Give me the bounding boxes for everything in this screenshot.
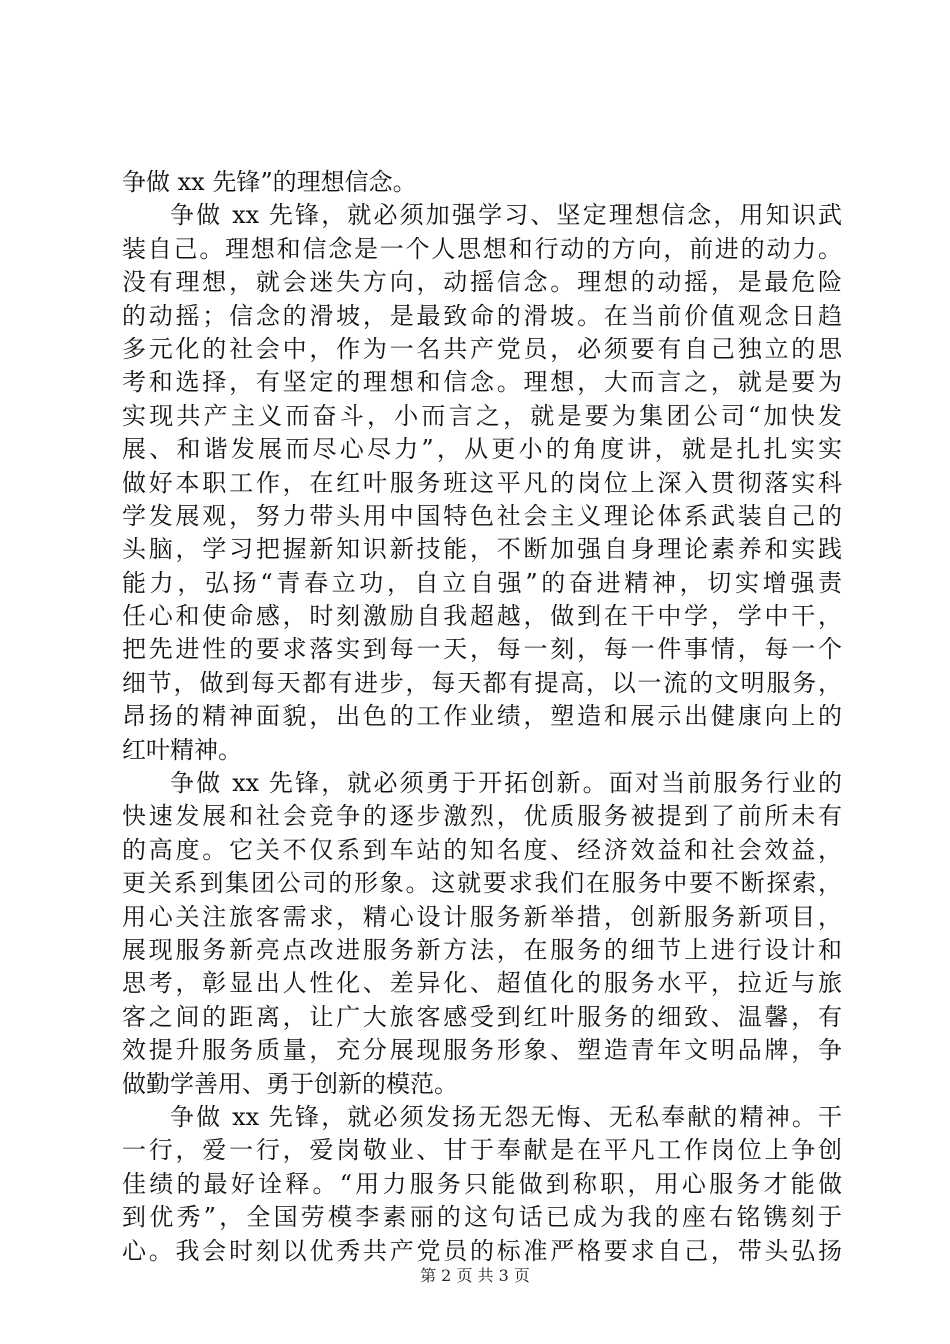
text-line: 更关系到集团公司的形象。这就要求我们在服务中要不断探索，: [122, 869, 842, 898]
text-line: 做勤学善用、勇于创新的模范。: [122, 1069, 458, 1098]
text-line: 一行，爱一行，爱岗敬业、甘于奉献是在平凡工作岗位上争创: [122, 1136, 842, 1165]
text-line: 学发展观，努力带头用中国特色社会主义理论体系武装自己的: [122, 501, 842, 530]
text-line: 用心关注旅客需求，精心设计服务新举措，创新服务新项目，: [122, 902, 842, 931]
text-line: 思考，彰显出人性化、差异化、超值化的服务水平，拉近与旅: [122, 969, 842, 998]
text-line: 没有理想，就会迷失方向，动摇信念。理想的动摇，是最危险: [122, 268, 842, 297]
text-line: 争做 xx 先锋，就必须发扬无怨无悔、无私奉献的精神。干: [170, 1102, 842, 1131]
text-line: 任心和使命感，时刻激励自我超越，做到在干中学，学中干，: [122, 602, 842, 631]
text-line: 把先进性的要求落实到每一天，每一刻，每一件事情，每一个: [122, 635, 842, 664]
text-line: 实现共产主义而奋斗，小而言之，就是要为集团公司“加快发: [122, 401, 842, 430]
text-line: 客之间的距离，让广大旅客感受到红叶服务的细致、温馨，有: [122, 1002, 842, 1031]
text-line: 效提升服务质量，充分展现服务形象、塑造青年文明品牌，争: [122, 1036, 842, 1065]
text-line: 昂扬的精神面貌，出色的工作业绩，塑造和展示出健康向上的: [122, 702, 842, 731]
text-line: 争做 xx 先锋，就必须加强学习、坚定理想信念，用知识武: [170, 201, 842, 230]
text-line: 考和选择，有坚定的理想和信念。理想，大而言之，就是要为: [122, 368, 842, 397]
text-line: 细节，做到每天都有进步，每天都有提高，以一流的文明服务，: [122, 668, 842, 697]
document-body: [122, 166, 842, 1268]
text-line: 展、和谐发展而尽心尽力”，从更小的角度讲，就是扎扎实实: [122, 435, 842, 464]
text-line: 装自己。理想和信念是一个人思想和行动的方向，前进的动力。: [122, 234, 842, 263]
text-line: 佳绩的最好诠释。“用力服务只能做到称职，用心服务才能做: [122, 1169, 842, 1198]
text-line: 头脑，学习把握新知识新技能，不断加强自身理论素养和实践: [122, 535, 842, 564]
text-line: 心。我会时刻以优秀共产党员的标准严格要求自己，带头弘扬: [122, 1236, 842, 1265]
text-line: 争做 xx 先锋”的理想信念。: [122, 168, 417, 196]
page-footer: 第 2 页 共 3 页: [420, 1266, 530, 1285]
text-line: 能力，弘扬“青春立功，自立自强”的奋进精神，切实增强责: [122, 568, 842, 597]
text-line: 的动摇；信念的滑坡，是最致命的滑坡。在当前价值观念日趋: [122, 301, 842, 330]
text-line: 做好本职工作，在红叶服务班这平凡的岗位上深入贯彻落实科: [122, 468, 842, 497]
text-line: 多元化的社会中，作为一名共产党员，必须要有自己独立的思: [122, 334, 842, 363]
text-line: 快速发展和社会竞争的逐步激烈，优质服务被提到了前所未有: [122, 802, 842, 831]
text-line: 到优秀”，全国劳模李素丽的这句话已成为我的座右铭镌刻于: [122, 1203, 842, 1232]
text-line: 的高度。它关不仅系到车站的知名度、经济效益和社会效益，: [122, 835, 842, 864]
text-line: 争做 xx 先锋，就必须勇于开拓创新。面对当前服务行业的: [170, 769, 842, 798]
text-line: 展现服务新亮点改进服务新方法，在服务的细节上进行设计和: [122, 935, 842, 964]
text-line: 红叶精神。: [122, 735, 242, 764]
